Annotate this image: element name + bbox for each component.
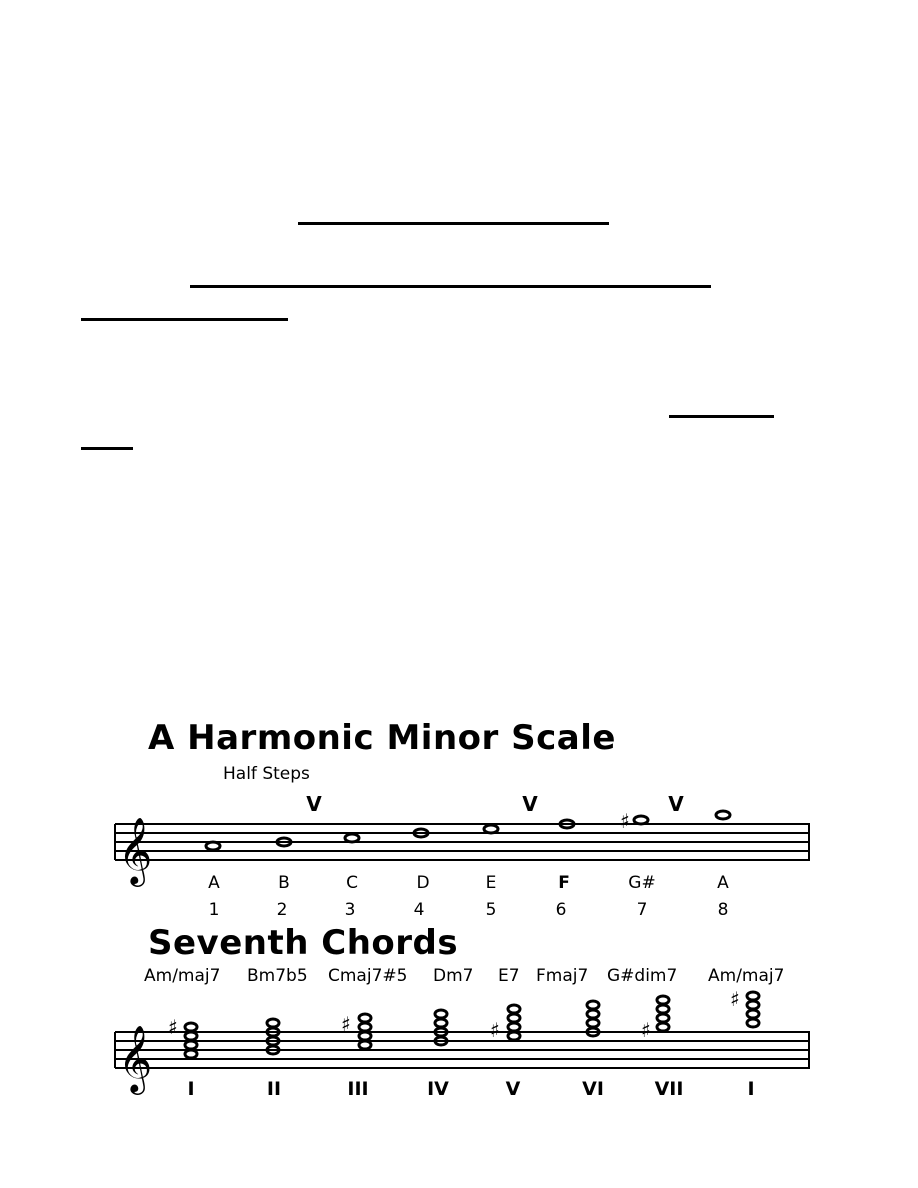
sharp-icon: ♯ <box>641 1018 651 1042</box>
note-name: B <box>278 873 290 893</box>
chord-name: Cmaj7#5 <box>328 966 408 986</box>
roman-numeral: V <box>505 1078 521 1100</box>
note-head <box>634 816 648 824</box>
chord-staff <box>115 1032 810 1068</box>
chord-name: Bm7b5 <box>247 966 308 986</box>
chord-note-heads <box>185 992 759 1058</box>
treble-clef-icon: 𝄞 <box>118 1024 153 1092</box>
half-step-mark: V <box>668 792 684 816</box>
half-step-mark: V <box>522 792 538 816</box>
treble-clef-icon: 𝄞 <box>118 816 153 884</box>
roman-numeral: II <box>266 1078 282 1100</box>
roman-numeral: VI <box>582 1078 604 1100</box>
roman-numeral: VII <box>654 1078 684 1100</box>
half-step-mark: V <box>306 792 322 816</box>
sharp-icon: ♯ <box>620 809 630 833</box>
sharp-icon: ♯ <box>490 1018 500 1042</box>
scale-degree: 3 <box>344 900 356 920</box>
chord-name: Dm7 <box>433 966 474 986</box>
scale-degree: 2 <box>276 900 288 920</box>
scale-title: A Harmonic Minor Scale <box>148 718 616 758</box>
sharp-icon: ♯ <box>168 1015 178 1039</box>
scale-degree: 5 <box>485 900 497 920</box>
note-head <box>716 811 730 819</box>
chord-name: E7 <box>498 966 520 986</box>
roman-numeral: III <box>347 1078 369 1100</box>
chords-title: Seventh Chords <box>148 923 459 963</box>
scale-degree: 1 <box>208 900 220 920</box>
note-name: A <box>208 873 220 893</box>
note-name: D <box>416 873 430 893</box>
note-head <box>206 842 220 850</box>
scale-note-heads <box>206 811 730 850</box>
scale-degree: 4 <box>413 900 425 920</box>
note-name: E <box>485 873 497 893</box>
chord-name: Am/maj7 <box>708 966 785 986</box>
scale-degree: 6 <box>555 900 567 920</box>
roman-numeral: I <box>187 1078 195 1100</box>
note-head <box>345 834 359 842</box>
scale-degree: 7 <box>636 900 648 920</box>
note-name: A <box>717 873 729 893</box>
note-head <box>484 825 498 833</box>
chord-name: G#dim7 <box>607 966 678 986</box>
note-name: C <box>346 873 358 893</box>
chord-name: Fmaj7 <box>536 966 589 986</box>
sharp-icon: ♯ <box>730 987 740 1011</box>
roman-numeral: I <box>747 1078 755 1100</box>
scale-staff <box>115 824 810 860</box>
half-steps-label: Half Steps <box>223 764 310 784</box>
note-name: F <box>558 873 570 893</box>
note-name: G# <box>628 873 656 893</box>
roman-numeral: IV <box>427 1078 449 1100</box>
chord-name: Am/maj7 <box>144 966 221 986</box>
scale-degree: 8 <box>717 900 729 920</box>
sharp-icon: ♯ <box>341 1012 351 1036</box>
